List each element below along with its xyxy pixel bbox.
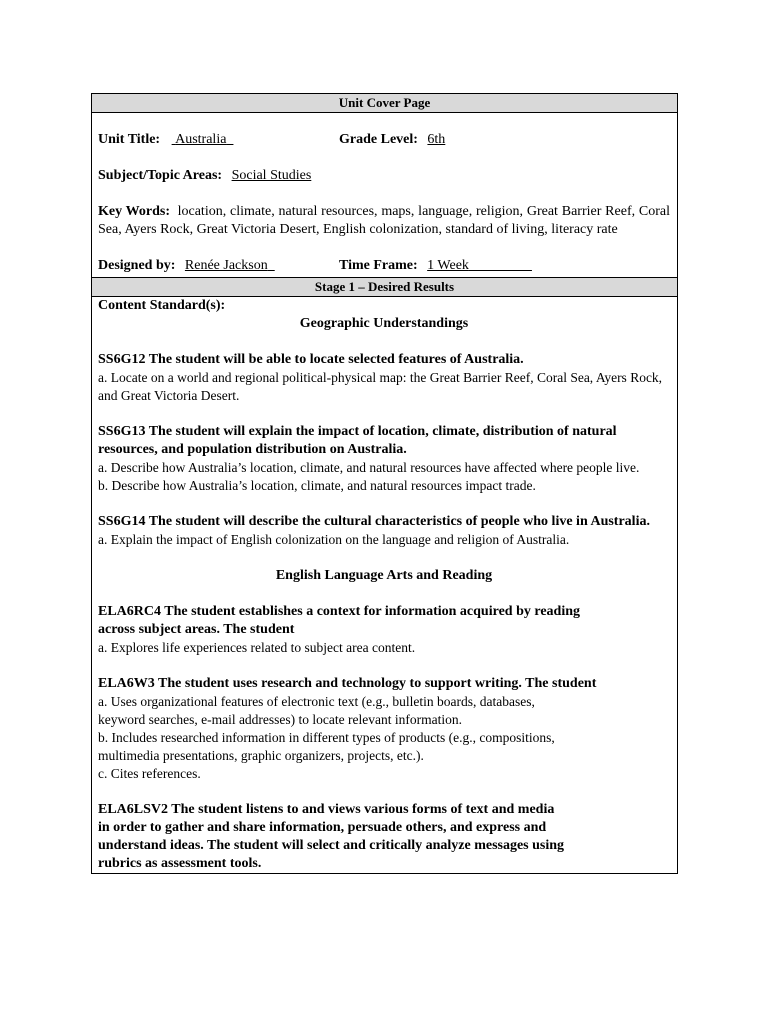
stage1-header: Stage 1 – Desired Results: [92, 277, 677, 297]
ela6lsv2-title-line3: understand ideas. The student will select and critically analyze messages using: [98, 838, 565, 853]
ss6g12-item-a: a. Locate on a world and regional political-physical map: the Great Barrier Reef, Coral Sea, Ayers Rock, and Great Victoria Desert.: [98, 370, 663, 403]
ela6lsv2-title-line1: ELA6LSV2 The student listens to and views various forms of text and media: [98, 802, 555, 817]
designed-time-row: [98, 257, 670, 275]
subject-value: Social Studies: [231, 168, 312, 183]
ela6w3-item-a-line1: a. Uses organizational features of electronic text (e.g., bulletin boards, databases,: [98, 694, 535, 709]
ss6g12-title: SS6G12 The student will be able to locate selected features of Australia.: [98, 352, 524, 367]
ela6w3-item-b-line2: multimedia presentations, graphic organizers, projects, etc.).: [98, 748, 424, 763]
ela-heading: English Language Arts and Reading: [275, 568, 493, 583]
ela6rc4-item-a: a. Explores life experiences related to subject area content.: [98, 640, 416, 655]
keywords-value: location, climate, natural resources, maps, language, religion, Great Barrier Reef, Coral Sea, Ayers Rock, Great Victoria Desert, English colonization, standard of living, literacy rate: [98, 204, 671, 237]
cover-section: [92, 113, 677, 277]
time-frame-value: 1 Week: [427, 258, 469, 273]
ela6lsv2-title-line2: in order to gather and share information, persuade others, and express and: [98, 820, 547, 835]
ela6rc4-title-line2: across subject areas. The student: [98, 622, 295, 637]
keywords-label: Key Words:: [98, 204, 170, 219]
ss6g13-title: SS6G13 The student will explain the impact of location, climate, distribution of natural resources, and population distribution on Australia.: [98, 424, 617, 457]
ela6w3-item-a-line2: keyword searches, e-mail addresses) to locate relevant information.: [98, 712, 462, 727]
ela6w3-title: ELA6W3 The student uses research and technology to support writing. The student: [98, 676, 597, 691]
ss6g13-item-b: b. Describe how Australia’s location, climate, and natural resources impact trade.: [98, 478, 536, 493]
subject-row: [98, 167, 670, 185]
unit-cover-table: [91, 93, 678, 874]
designed-by-value: Renée Jackson: [184, 258, 268, 273]
keywords-block: [98, 203, 670, 239]
ela6lsv2-title-line4: rubrics as assessment tools.: [98, 856, 262, 871]
title-grade-row: [98, 131, 670, 149]
ss6g13-item-a: a. Describe how Australia’s location, climate, and natural resources have affected where people live.: [98, 460, 640, 475]
designed-by-label: Designed by:: [98, 258, 176, 273]
content-standards-label: Content Standard(s):: [98, 298, 226, 313]
ss6g14-title: SS6G14 The student will describe the cultural characteristics of people who live in Australia.: [98, 514, 650, 529]
unit-title-value: Australia: [175, 132, 227, 147]
geographic-heading: Geographic Understandings: [299, 316, 469, 331]
ss6g14-item-a: a. Explain the impact of English colonization on the language and religion of Australia.: [98, 532, 570, 547]
grade-level-label: Grade Level:: [339, 132, 418, 147]
grade-level-value: 6th: [427, 132, 446, 147]
stage1-section: [92, 297, 677, 873]
unit-title-label: Unit Title:: [98, 132, 161, 147]
subject-label: Subject/Topic Areas:: [98, 168, 223, 183]
ela6rc4-title-line1: ELA6RC4 The student establishes a context for information acquired by reading: [98, 604, 580, 619]
time-frame-label: Time Frame:: [339, 258, 418, 273]
unit-cover-header: Unit Cover Page: [92, 94, 677, 113]
ela6w3-item-b-line1: b. Includes researched information in different types of products (e.g., compositions,: [98, 730, 555, 745]
ela6w3-item-c: c. Cites references.: [98, 766, 201, 781]
